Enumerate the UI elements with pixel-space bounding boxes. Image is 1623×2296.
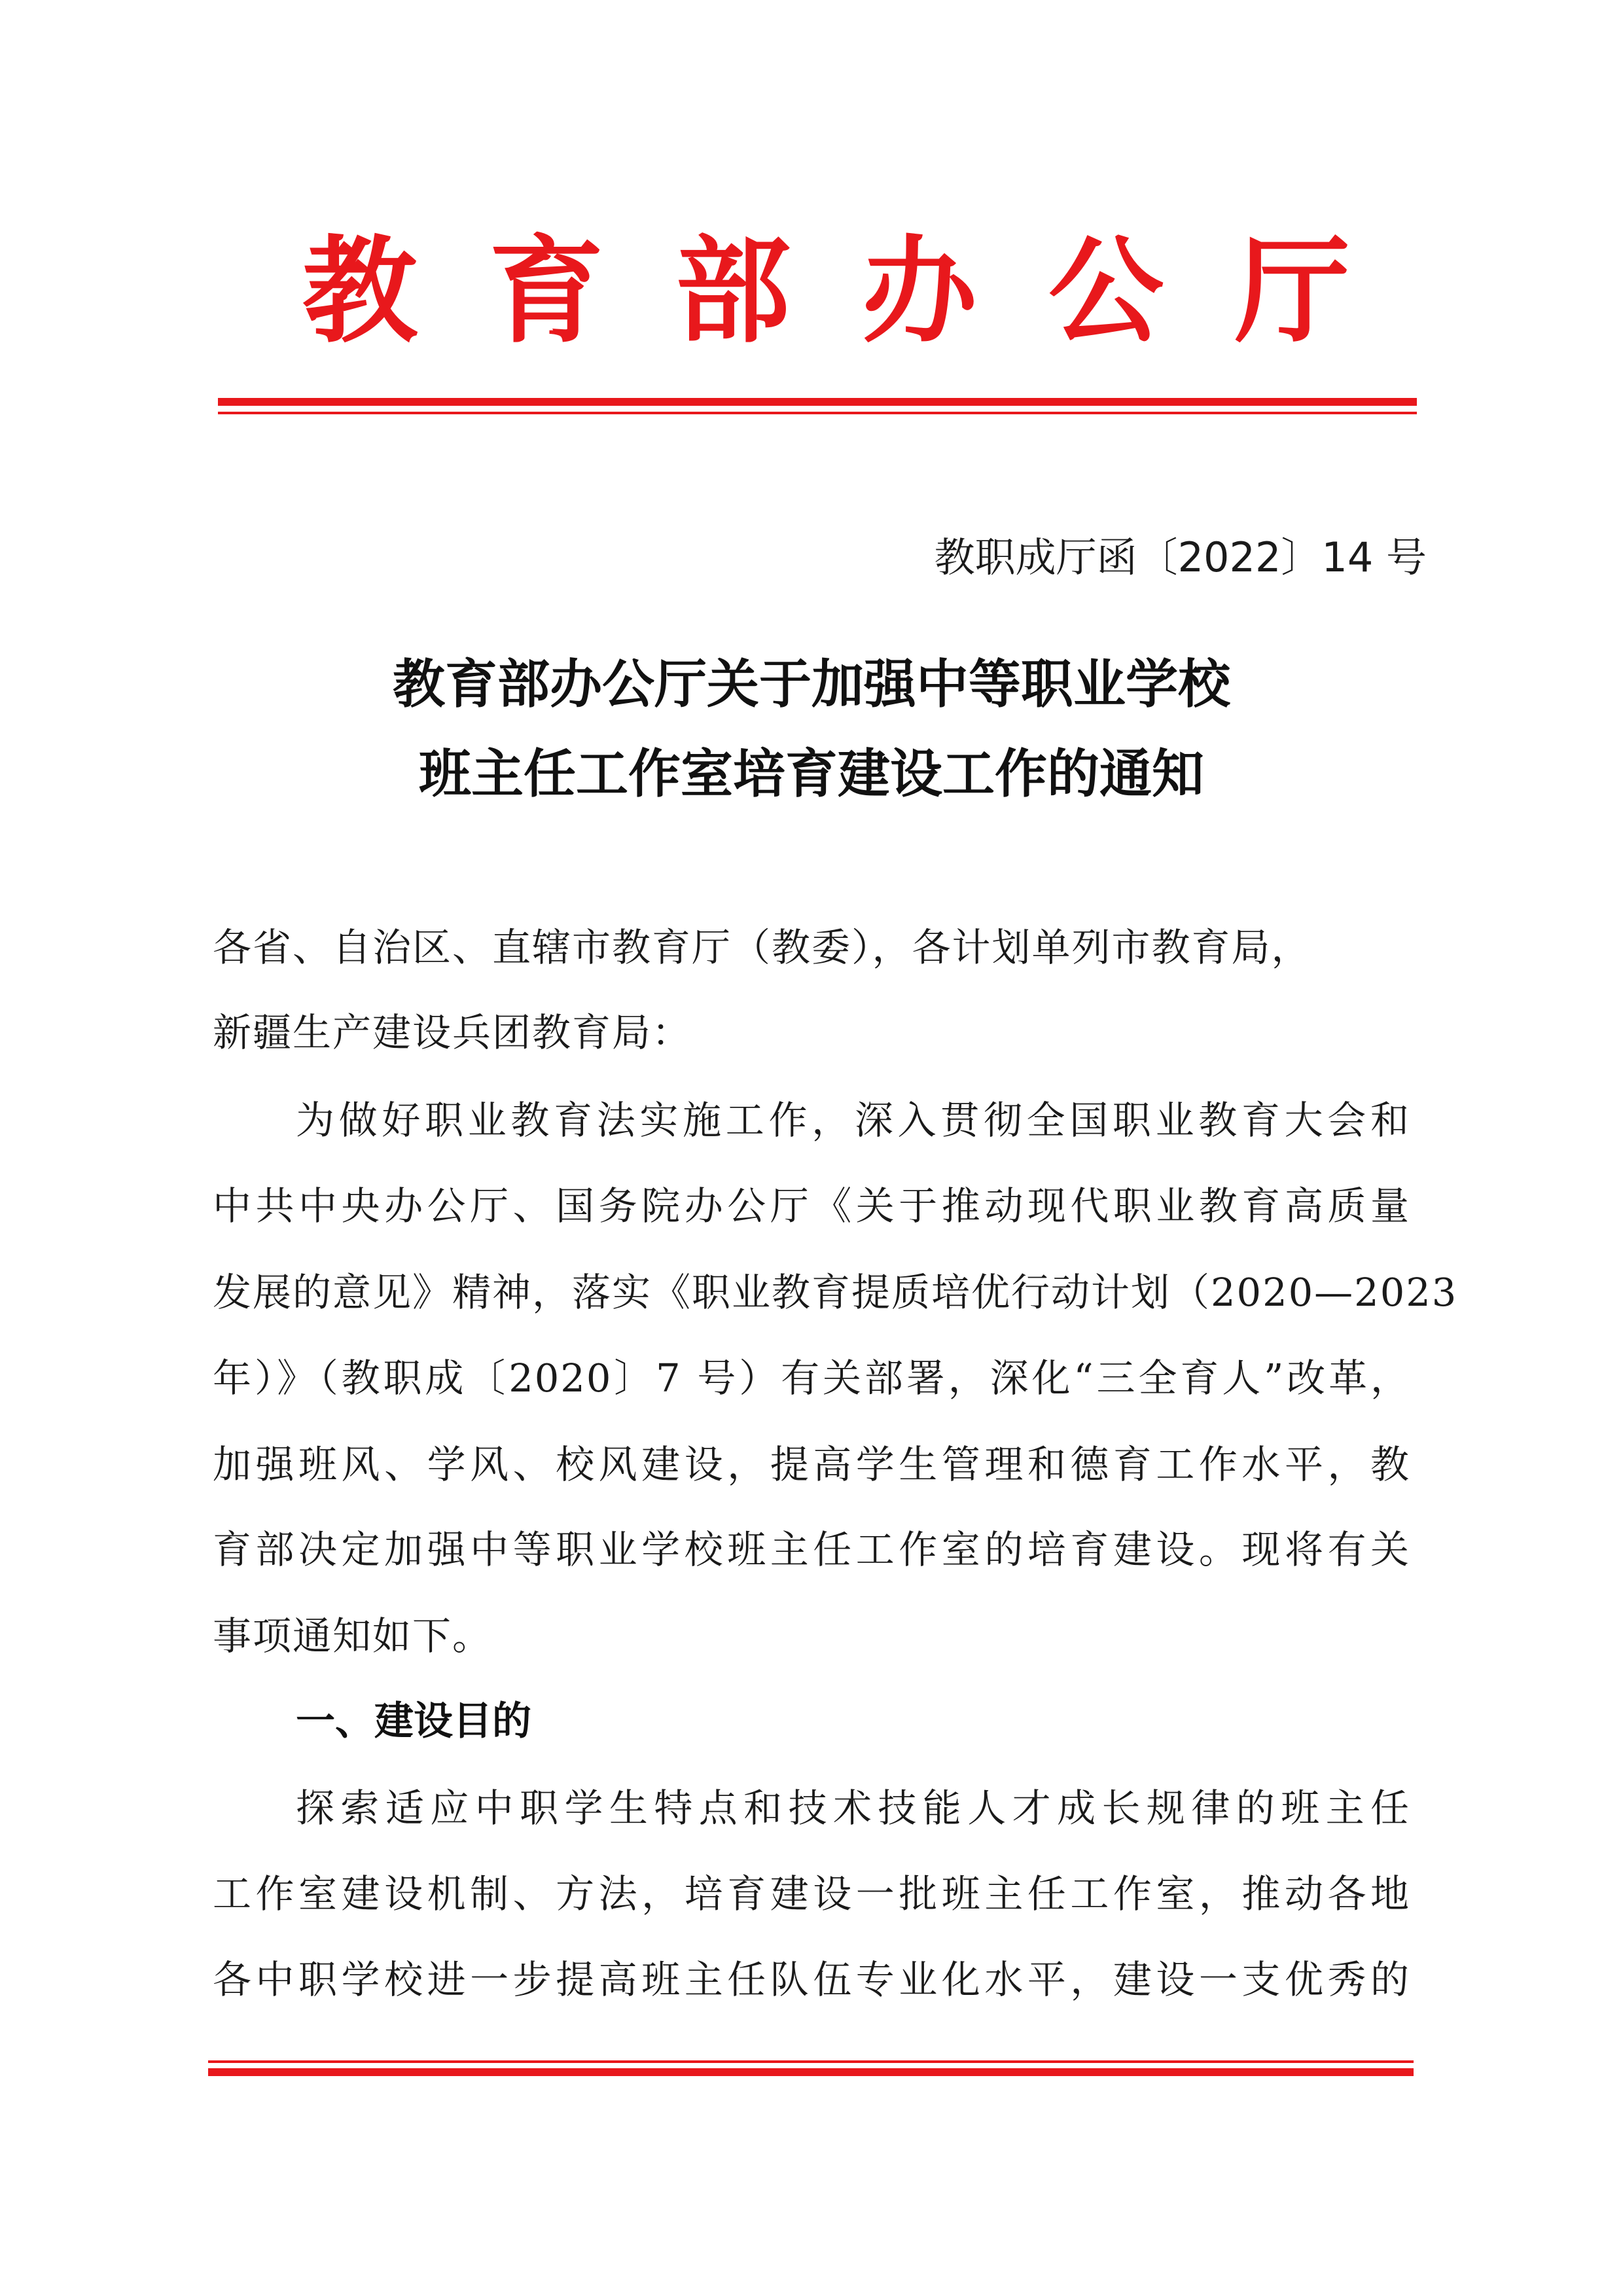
footer-rule-thin: [208, 2060, 1414, 2063]
document-title-line-1: 教育部办公厅关于加强中等职业学校: [393, 653, 1230, 715]
addressee-line-1: 各省、自治区、直辖市教育厅（教委），各计划单列市教育局，: [213, 925, 1311, 970]
paragraph-line: 年）》（教职成〔2020〕7 号）有关部署，深化“三全育人”改革，: [213, 1355, 1410, 1401]
document-title-line-2: 班主任工作室培育建设工作的通知: [419, 743, 1204, 804]
section-heading: 一、建设目的: [296, 1698, 531, 1744]
paragraph-line: 为做好职业教育法实施工作，深入贯彻全国职业教育大会和: [296, 1098, 1410, 1143]
letterhead-char: 办: [862, 223, 978, 359]
footer-rule-thick: [208, 2068, 1414, 2076]
paragraph-line: 中共中央办公厅、国务院办公厅《关于推动现代职业教育高质量: [213, 1183, 1410, 1229]
header-rule-thin: [218, 412, 1417, 414]
paragraph-line: 探索适应中职学生特点和技术技能人才成长规律的班主任: [296, 1785, 1410, 1831]
paragraph-line: 发展的意见》精神，落实《职业教育提质培优行动计划（2020—2023: [213, 1270, 1458, 1315]
paragraph-line: 育部决定加强中等职业学校班主任工作室的培育建设。现将有关: [213, 1527, 1410, 1572]
letterhead: [0, 223, 1623, 370]
letterhead-char: 厅: [1235, 223, 1351, 359]
document-number: 教职成厅函〔2022〕14 号: [934, 533, 1427, 581]
header-rule-thick: [218, 398, 1417, 406]
letterhead-char: 育: [489, 223, 605, 359]
letterhead-char: 部: [675, 223, 791, 359]
letterhead-char: 教: [302, 223, 418, 359]
paragraph-line: 加强班风、学风、校风建设，提高学生管理和德育工作水平，教: [213, 1442, 1410, 1487]
paragraph-line: 工作室建设机制、方法，培育建设一批班主任工作室，推动各地: [213, 1871, 1410, 1916]
paragraph-line: 各中职学校进一步提高班主任队伍专业化水平，建设一支优秀的: [213, 1957, 1410, 2002]
addressee-line-2: 新疆生产建设兵团教育局：: [213, 1010, 692, 1055]
letterhead-char: 公: [1048, 223, 1164, 359]
paragraph-line: 事项通知如下。: [213, 1613, 493, 1659]
